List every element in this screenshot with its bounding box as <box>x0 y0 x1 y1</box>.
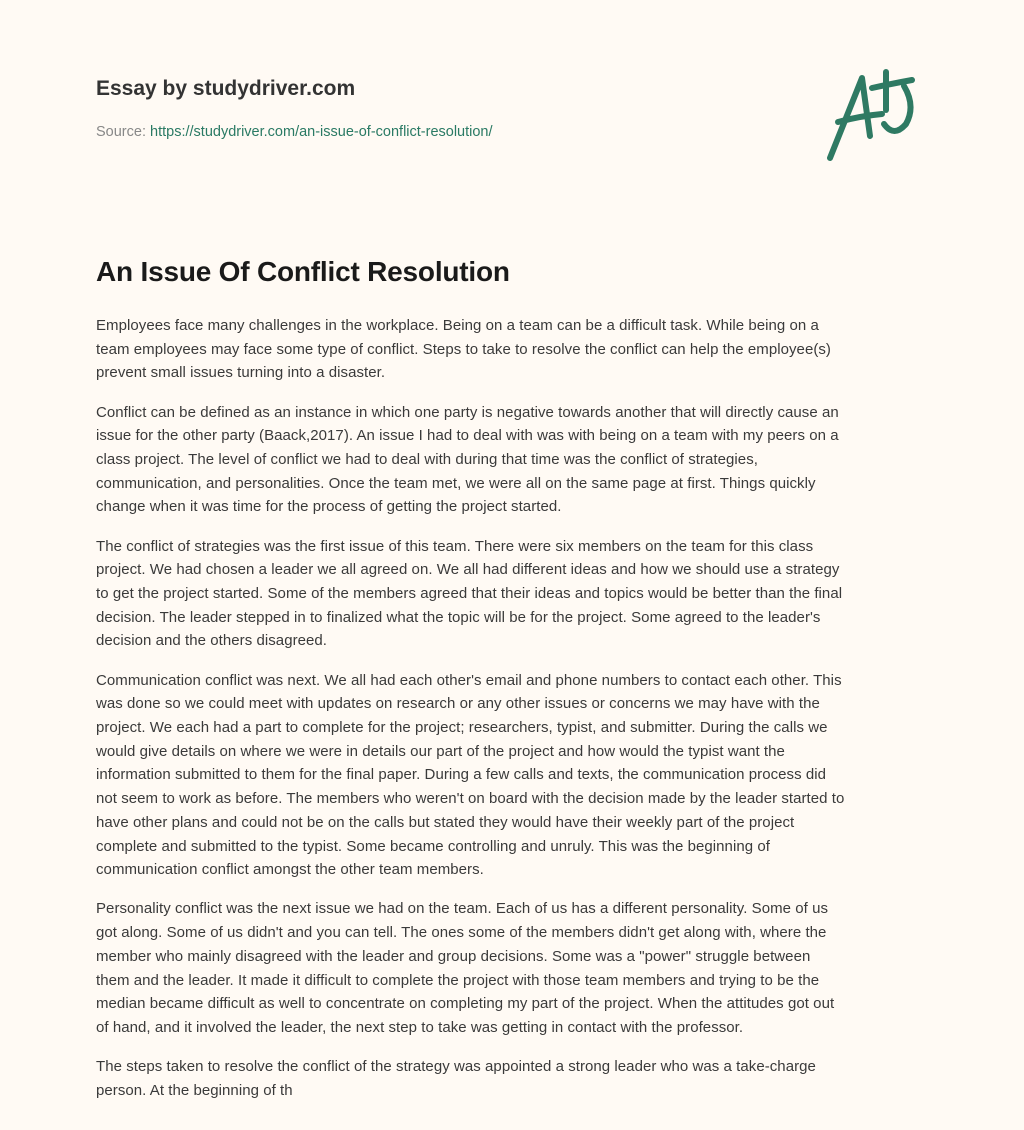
site-title: Essay by studydriver.com <box>96 77 356 100</box>
paragraph-line: was done so we could meet with updates on research or any other issues or concerns we may have with the <box>96 695 820 713</box>
paragraph-line: change when it was time for the process of getting the project started. <box>96 498 562 516</box>
article-title: An Issue Of Conflict Resolution <box>96 256 510 287</box>
source-line <box>96 124 493 140</box>
paragraph-line: not seem to work as before. The members who weren't on board with the decision made by the leader started to <box>96 790 845 808</box>
paragraph-line: have other plans and could not be on the calls but stated they would have their weekly part of the project <box>96 813 795 831</box>
paragraph-line: The steps taken to resolve the conflict of the strategy was appointed a strong leader who was a take-charge <box>96 1058 816 1076</box>
paragraph-line: issue for the other party (Baack,2017). An issue I had to deal with was with being on a team with my peers on a <box>96 427 839 445</box>
article-paragraph <box>96 535 936 654</box>
paragraph-line: team employees may face some type of conflict. Steps to take to resolve the conflict can help the employee(s) <box>96 340 831 358</box>
paragraph-line: project. We each had a part to complete for the project; researchers, typist, and submitter. During the calls we <box>96 719 828 737</box>
paragraph-line: got along. Some of us didn't and you can tell. The ones some of the members didn't get along with, where the <box>96 924 827 942</box>
article-paragraph <box>96 897 936 1039</box>
paragraph-line: project. We had chosen a leader we all agreed on. We all had different ideas and how we should use a strategy <box>96 561 840 579</box>
paragraph-line: class project. The level of conflict we had to deal with during that time was the conflict of strategies, <box>96 451 758 469</box>
paragraph-line: of hand, and it involved the leader, the next step to take was getting in contact with the professor. <box>96 1018 744 1036</box>
paragraph-line: them and the leader. It made it difficult to complete the project with those team members and trying to be the <box>96 971 820 989</box>
article-paragraph <box>96 401 936 520</box>
paragraph-line: Personality conflict was the next issue we had on the team. Each of us has a different personality. Some of us <box>96 900 829 918</box>
paragraph-line: Communication conflict was next. We all had each other's email and phone numbers to contact each other. This <box>96 671 842 689</box>
paragraph-line: The conflict of strategies was the first issue of this team. There were six members on the team for this class <box>96 537 814 555</box>
paragraph-line: communication, and personalities. Once the team met, we were all on the same page at first. Things quickly <box>96 474 816 492</box>
paragraph-line: decision and the others disagreed. <box>96 632 328 650</box>
paragraph-line: communication conflict amongst the other team members. <box>96 861 484 879</box>
article-body <box>96 314 936 1118</box>
paragraph-line: member who mainly disagreed with the leader and group decisions. Some was a "power" struggle between <box>96 947 811 965</box>
source-link[interactable]: https://studydriver.com/an-issue-of-conflict-resolution/ <box>150 124 493 140</box>
article-paragraph <box>96 1055 936 1102</box>
paragraph-line: to get the project started. Some of the members agreed that their ideas and topics would be better than the final <box>96 585 843 603</box>
paragraph-line: prevent small issues turning into a disaster. <box>96 364 386 382</box>
paragraph-line: Conflict can be defined as an instance in which one party is negative towards another that will directly cause an <box>96 403 839 421</box>
paragraph-line: information submitted to them for the final paper. During a few calls and texts, the communication process did <box>96 766 827 784</box>
a-plus-logo-icon <box>820 66 930 166</box>
paragraph-line: median became difficult as well to concentrate on completing my part of the project. When the attitudes got out <box>96 995 835 1013</box>
paragraph-line: complete and submitted to the typist. Some became controlling and unruly. This was the beginning of <box>96 837 770 855</box>
article-paragraph <box>96 669 936 882</box>
paragraph-line: person. At the beginning of th <box>96 1081 293 1099</box>
paragraph-line: would give details on where we were in details our part of the project and how would the typist want the <box>96 742 785 760</box>
source-label: Source: <box>96 124 146 140</box>
article-paragraph <box>96 314 936 385</box>
paragraph-line: decision. The leader stepped in to finalized what the topic will be for the project. Some agreed to the leader's <box>96 608 821 626</box>
paragraph-line: Employees face many challenges in the workplace. Being on a team can be a difficult task. While being on a <box>96 317 819 334</box>
